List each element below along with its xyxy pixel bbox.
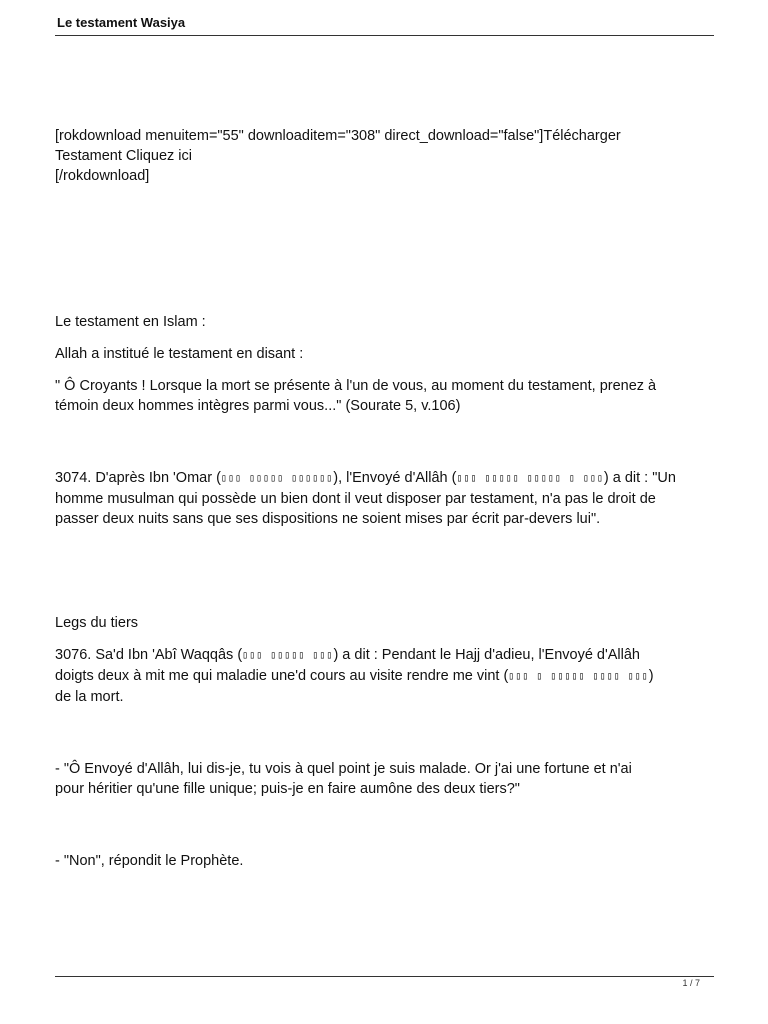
- text-run: ) a dit : "Un: [603, 470, 676, 486]
- text-line: - "Ô Envoyé d'Allâh, lui dis-je, tu vois à quel point je suis malade. Or j'ai une fortune et n'ai: [55, 761, 632, 777]
- text-line: témoin deux hommes intègres parmi vous..." (Sourate 5, v.106): [55, 398, 461, 414]
- text-line: de la mort.: [55, 689, 124, 705]
- text-run: doigts deux à mit me qui maladie une'd cours au visite rendre me vint (: [55, 668, 509, 684]
- page-number: 1 / 7: [682, 978, 700, 988]
- footer-rule: [55, 976, 714, 977]
- hadith-3076-paragraph: [55, 645, 720, 707]
- missing-glyphs: ▯▯▯ ▯▯▯▯▯ ▯▯▯▯▯▯: [220, 473, 334, 484]
- text-run: 3074. D'après Ibn 'Omar (: [55, 470, 221, 486]
- header-rule: [55, 35, 714, 36]
- section-heading: Le testament en Islam :: [55, 314, 206, 330]
- document-title: Le testament Wasiya: [57, 15, 186, 30]
- text-line: Testament Cliquez ici: [55, 148, 192, 164]
- intro-paragraph: Allah a institué le testament en disant :: [55, 346, 304, 362]
- missing-glyphs: ▯▯▯ ▯▯▯▯▯ ▯▯▯▯▯ ▯ ▯▯▯: [456, 473, 604, 484]
- text-run: ), l'Envoyé d'Allâh (: [333, 470, 457, 486]
- hadith-3074-paragraph: [55, 468, 720, 529]
- text-line: [/rokdownload]: [55, 168, 150, 184]
- text-run: ): [648, 668, 654, 684]
- text-run: ) a dit : Pendant le Hajj d'adieu, l'Envoyé d'Allâh: [333, 647, 640, 663]
- document-body: [55, 126, 720, 871]
- missing-glyphs: ▯▯▯ ▯▯▯▯▯ ▯▯▯: [242, 650, 334, 661]
- missing-glyphs: ▯▯▯ ▯ ▯▯▯▯▯ ▯▯▯▯ ▯▯▯: [508, 671, 649, 682]
- text-line: [rokdownload menuitem="55" downloaditem="308" direct_download="false"]Télécharger: [55, 128, 621, 144]
- text-line: pour héritier qu'une fille unique; puis-je en faire aumône des deux tiers?": [55, 781, 520, 797]
- dialogue-paragraph: - "Non", répondit le Prophète.: [55, 853, 244, 869]
- section-heading: Legs du tiers: [55, 615, 139, 631]
- dialogue-paragraph: [55, 759, 720, 799]
- text-line: passer deux nuits sans que ses dispositions ne soient mises par écrit par-devers lui".: [55, 511, 601, 527]
- rokdownload-paragraph: [55, 126, 720, 186]
- text-line: homme musulman qui possède un bien dont il veut disposer par testament, n'a pas le droit de: [55, 491, 656, 507]
- quran-quote-paragraph: [55, 376, 720, 416]
- text-line: " Ô Croyants ! Lorsque la mort se présente à l'un de vous, au moment du testament, prenez à: [55, 378, 657, 394]
- text-run: 3076. Sa'd Ibn 'Abî Waqqâs (: [55, 647, 243, 663]
